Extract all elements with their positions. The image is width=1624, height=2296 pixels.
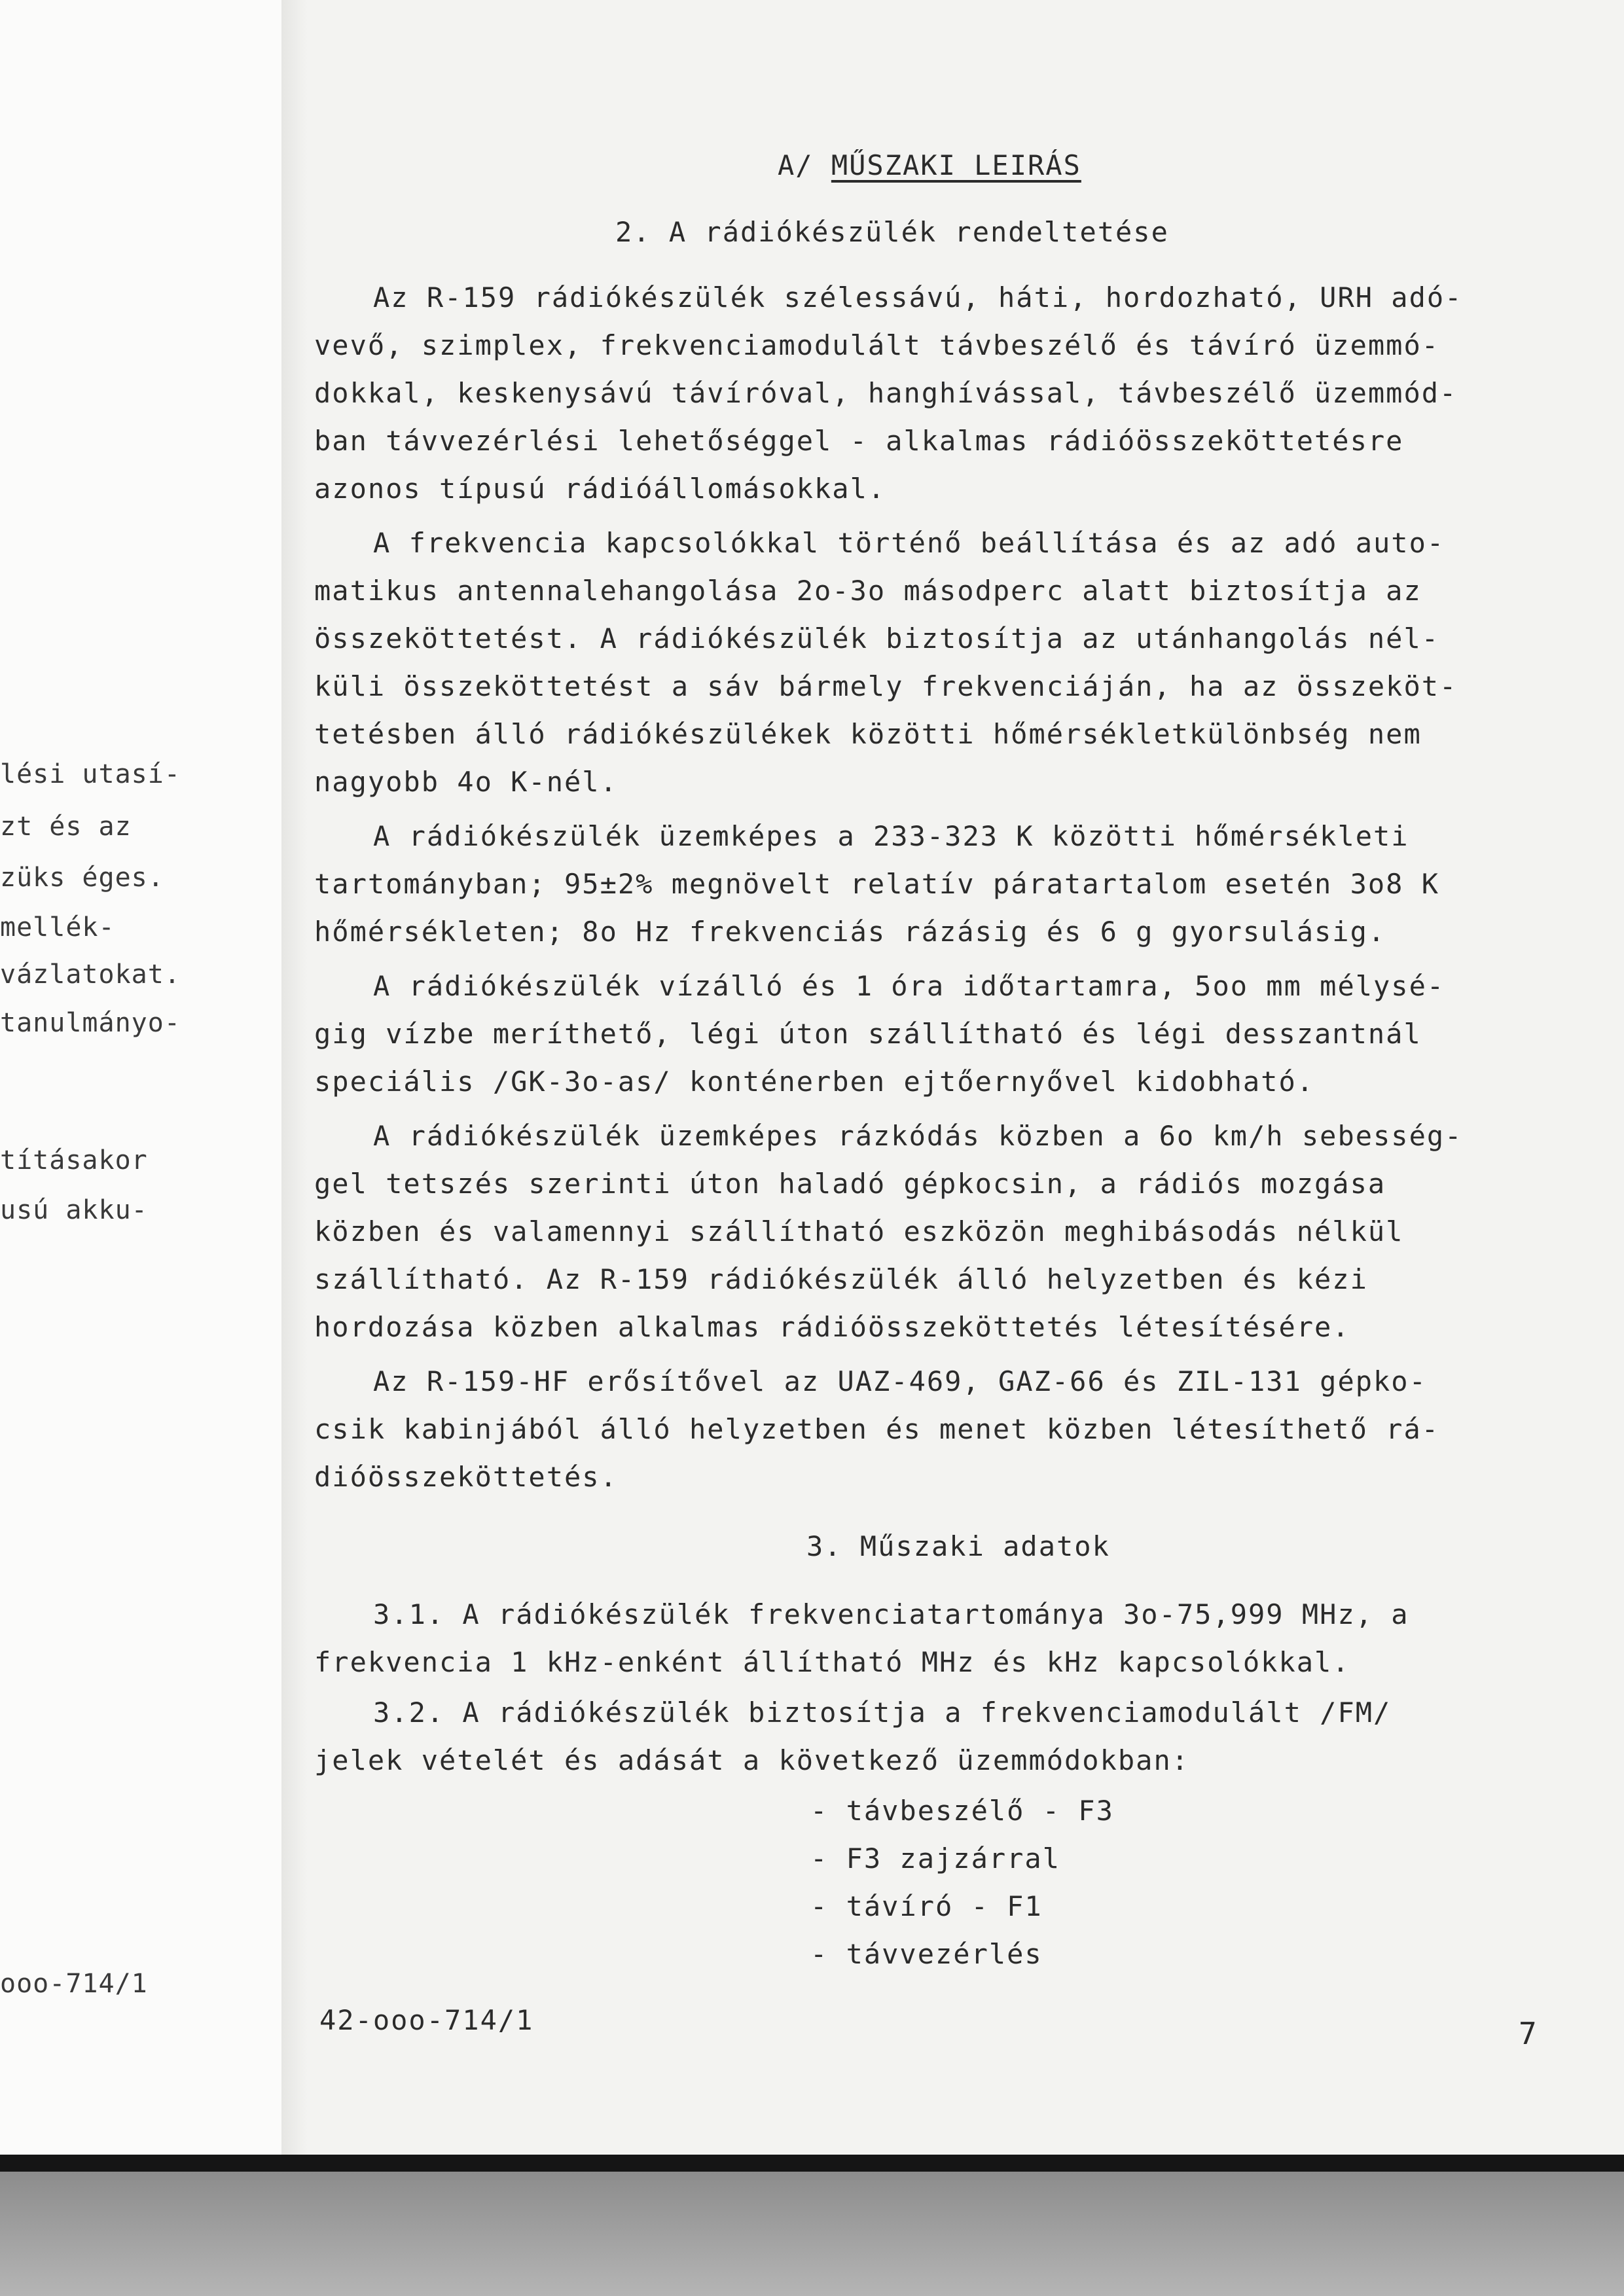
- text-line: dokkal, keskenysávú távíróval, hanghívással, távbeszélő üzemmód-: [314, 377, 1458, 409]
- facing-page-fragment: vázlatokat.: [0, 960, 181, 990]
- text-line: jelek vételét és adását a következő üzemmódokban:: [314, 1744, 1190, 1776]
- text-line: A frekvencia kapcsolókkal történő beállítása és az adó auto-: [373, 527, 1445, 559]
- text-line: hordozása közben alkalmas rádióösszeköttetés létesítésére.: [314, 1311, 1350, 1343]
- facing-page-fragment: tanulmányo-: [0, 1008, 181, 1038]
- scan-edge-dark: [0, 2155, 1624, 2172]
- list-item: - távbeszélő - F3: [810, 1795, 1114, 1827]
- text-line: 3.1. A rádiókészülék frekvenciatartománya 3o-75,999 MHz, a: [373, 1598, 1409, 1630]
- text-line: Az R-159-HF erősítővel az UAZ-469, GAZ-66 és ZIL-131 gépko-: [373, 1365, 1427, 1397]
- text-line: küli összeköttetést a sáv bármely frekvenciáján, ha az összeköt-: [314, 670, 1458, 702]
- text-line: közben és valamennyi szállítható eszközön meghibásodás nélkül: [314, 1215, 1404, 1247]
- text-line: ban távvezérlési lehetőséggel - alkalmas rádióösszeköttetésre: [314, 425, 1404, 457]
- list-item: - F3 zajzárral: [810, 1842, 1061, 1874]
- text-line: frekvencia 1 kHz-enként állítható MHz és kHz kapcsolókkal.: [314, 1646, 1350, 1678]
- facing-page-fragment: züks éges.: [0, 863, 164, 893]
- page-gutter-shadow: [281, 0, 308, 2160]
- text-line: A rádiókészülék üzemképes a 233-323 K közötti hőmérsékleti: [373, 820, 1409, 852]
- facing-page-fragment: usú akku-: [0, 1195, 148, 1225]
- text-line: azonos típusú rádióállomásokkal.: [314, 473, 886, 505]
- facing-page-fragment: zt és az: [0, 812, 132, 842]
- text-line: dióösszeköttetés.: [314, 1461, 618, 1493]
- text-line: tetésben álló rádiókészülékek közötti hőmérsékletkülönbség nem: [314, 718, 1422, 750]
- section-2-heading: 2. A rádiókészülék rendeltetése: [615, 216, 1169, 248]
- text-line: A rádiókészülék üzemképes rázkódás közben a 6o km/h sebesség-: [373, 1120, 1463, 1152]
- header-title: MŰSZAKI LEIRÁS: [831, 149, 1081, 181]
- text-line: 3.2. A rádiókészülék biztosítja a frekvenciamodulált /FM/: [373, 1696, 1392, 1729]
- section-3-heading: 3. Műszaki adatok: [806, 1530, 1110, 1562]
- text-line: csik kabinjából álló helyzetben és menet közben létesíthető rá-: [314, 1413, 1440, 1445]
- text-line: matikus antennalehangolása 2o-3o másodperc alatt biztosítja az: [314, 575, 1422, 607]
- list-item: - távíró - F1: [810, 1890, 1043, 1922]
- text-line: tartományban; 95±2% megnövelt relatív páratartalom esetén 3o8 K: [314, 868, 1440, 900]
- text-line: gel tetszés szerinti úton haladó gépkocsin, a rádiós mozgása: [314, 1168, 1386, 1200]
- page-header: [778, 149, 1081, 181]
- text-line: szállítható. Az R-159 rádiókészülék álló helyzetben és kézi: [314, 1263, 1368, 1295]
- scan-edge-gray: [0, 2172, 1624, 2296]
- text-line: vevő, szimplex, frekvenciamodulált távbeszélő és távíró üzemmó-: [314, 329, 1440, 361]
- text-line: hőmérsékleten; 8o Hz frekvenciás rázásig és 6 g gyorsulásig.: [314, 916, 1386, 948]
- facing-page-fragment: tításakor: [0, 1145, 148, 1175]
- list-item: - távvezérlés: [810, 1938, 1043, 1970]
- text-line: összeköttetést. A rádiókészülék biztosítja az utánhangolás nél-: [314, 622, 1440, 655]
- text-line: speciális /GK-3o-as/ konténerben ejtőernyővel kidobható.: [314, 1066, 1315, 1098]
- text-line: gig vízbe meríthető, légi úton szállítható és légi desszantnál: [314, 1018, 1422, 1050]
- text-line: A rádiókészülék vízálló és 1 óra időtartamra, 5oo mm mélysé-: [373, 970, 1445, 1002]
- facing-page-fragment: mellék-: [0, 912, 115, 942]
- header-prefix: A/: [778, 149, 831, 181]
- text-line: Az R-159 rádiókészülék szélessávú, háti, hordozható, URH adó-: [373, 281, 1463, 314]
- facing-page-fragment: ooo-714/1: [0, 1969, 148, 1999]
- page-number: 7: [1519, 2016, 1537, 2051]
- document-code: 42-ooo-714/1: [319, 2004, 534, 2036]
- facing-page-fragment: lési utasí-: [0, 759, 181, 789]
- facing-page-strip: [0, 0, 281, 2160]
- text-line: nagyobb 4o K-nél.: [314, 766, 618, 798]
